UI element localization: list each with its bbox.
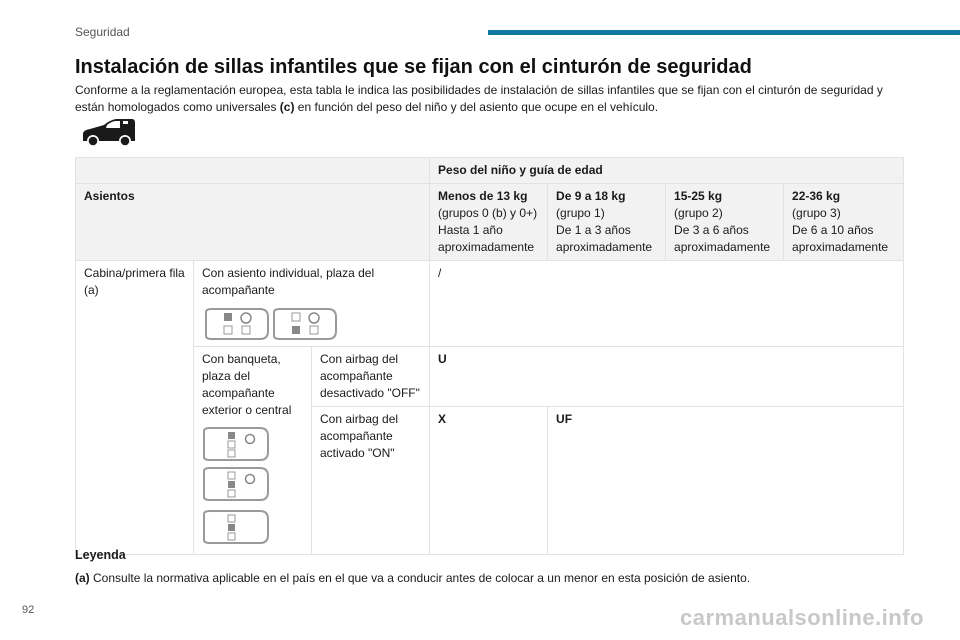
bench-layout-icon <box>202 427 272 545</box>
section-label: Seguridad <box>75 25 130 39</box>
individual-seat-cell <box>194 261 430 347</box>
airbag-off-value: U <box>430 347 904 407</box>
seat-layout-icon <box>202 307 342 341</box>
bench-seat-label: Con banqueta, plaza del acompañante exterior o central <box>202 352 292 417</box>
van-icon <box>80 116 138 148</box>
group-cell: Menos de 13 kg (grupos 0 (b) y 0+) Hasta 1 año aproximadamente <box>430 184 548 261</box>
table-row <box>76 261 904 347</box>
header-accent-bar <box>488 30 960 35</box>
watermark: carmanualsonline.info <box>680 605 924 630</box>
page-title: Instalación de sillas infantiles que se fijan con el cinturón de seguridad <box>75 56 752 78</box>
seats-header: Asientos <box>76 184 430 261</box>
child-seat-table <box>75 157 904 555</box>
legend-note <box>75 571 750 585</box>
intro-paragraph <box>75 82 905 116</box>
legend-note-text: Consulte la normativa aplicable en el país en el que va a conducir antes de colocar a un menor en esta posición de asiento. <box>89 571 751 585</box>
intro-ref: (c) <box>279 100 295 114</box>
group-cell: 22-36 kg (grupo 3) De 6 a 10 años aproximadamente <box>784 184 904 261</box>
groups-row <box>76 184 904 261</box>
page-number: 92 <box>22 604 35 616</box>
intro-text-2: en función del peso del niño y del asiento que ocupe en el vehículo. <box>294 100 659 114</box>
airbag-off-label: Con airbag del acompañante desactivado "OFF" <box>312 347 430 407</box>
group-cell: 15-25 kg (grupo 2) De 3 a 6 años aproximadamente <box>666 184 784 261</box>
bench-seat-cell <box>194 347 312 555</box>
intro-text-1: Conforme a la reglamentación europea, esta tabla le indica las posibilidades de instalación de sillas infantiles que se fijan con el cinturón de seguridad y están homologados como universales <box>75 83 883 114</box>
airbag-on-value-group0: X <box>430 407 548 555</box>
table-header-row <box>76 158 904 184</box>
table-row <box>76 347 904 407</box>
weight-guide-header: Peso del niño y guía de edad <box>430 158 904 184</box>
individual-seat-value: / <box>430 261 904 347</box>
individual-seat-label: Con asiento individual, plaza del acompañante <box>202 266 375 297</box>
cabin-row-label: Cabina/primera fila (a) <box>76 261 194 555</box>
airbag-on-value-groups: UF <box>548 407 904 555</box>
legend-note-label: (a) <box>75 571 90 585</box>
group-cell: De 9 a 18 kg (grupo 1) De 1 a 3 años aproximadamente <box>548 184 666 261</box>
airbag-on-label: Con airbag del acompañante activado "ON" <box>312 407 430 555</box>
legend-title: Leyenda <box>75 548 126 562</box>
